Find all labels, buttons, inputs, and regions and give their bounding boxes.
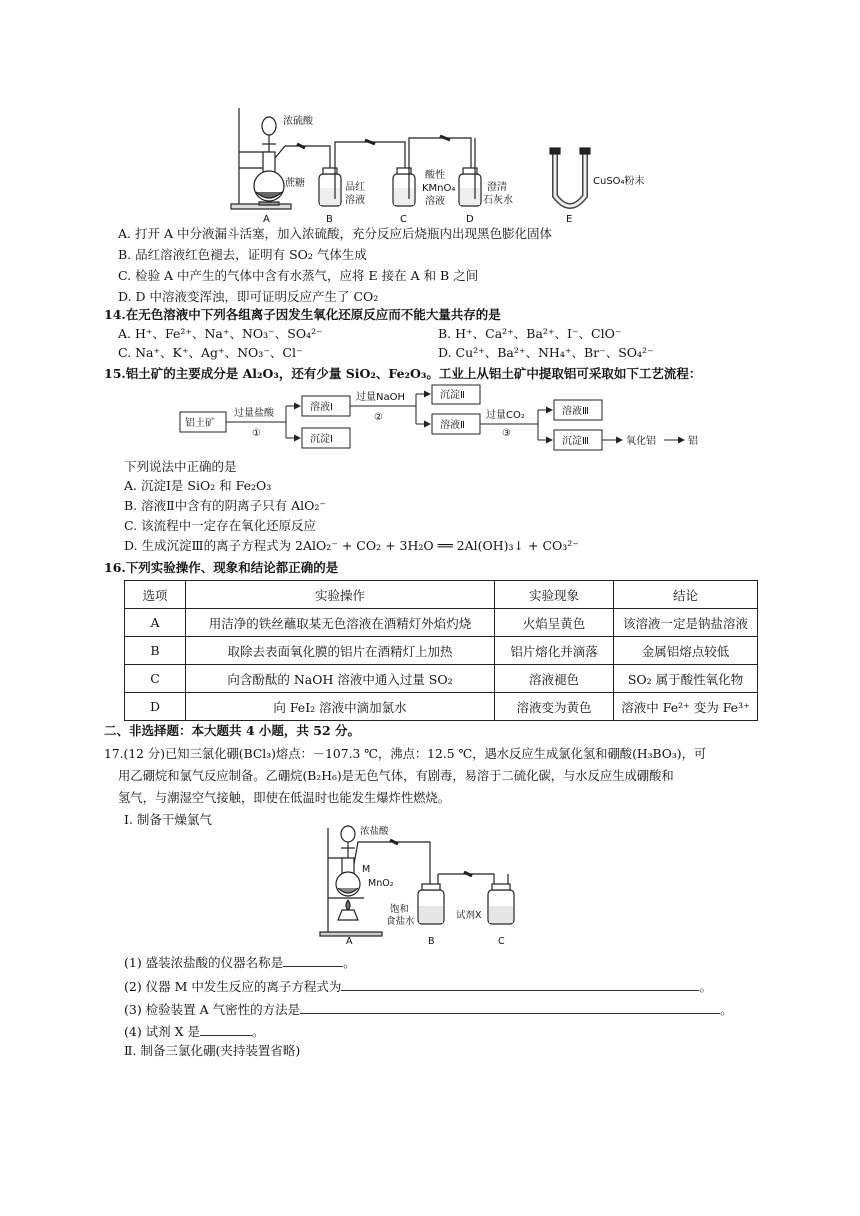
label-saturated: 饱和: [390, 904, 410, 915]
apparatus-figure-q13: [225, 104, 665, 228]
flow-alumina: 氧化铝: [626, 436, 656, 447]
subquestion-text: (1) 盛装浓盐酸的仪器名称是: [124, 955, 284, 970]
label-A: A: [346, 936, 353, 947]
table-header: 结论: [614, 581, 758, 609]
label-solution-c: 溶液: [425, 196, 445, 207]
label-conc-hcl: 浓盐酸: [360, 826, 389, 837]
table-row: [125, 609, 758, 637]
q14-option-c: C. Na⁺、K⁺、Ag⁺、NO₃⁻、Cl⁻: [118, 345, 303, 360]
flow-excess-naoh: 过量NaOH: [356, 392, 405, 403]
label-solution-b: 溶液: [345, 195, 365, 206]
q14-option-a: A. H⁺、Fe²⁺、Na⁺、NO₃⁻、SO₄²⁻: [118, 326, 323, 341]
table-cell: 溶液中 Fe²⁺ 变为 Fe³⁺: [614, 693, 758, 721]
table-cell: 金属铝熔点较低: [614, 637, 758, 665]
table-cell: 溶液变为黄色: [495, 693, 614, 721]
apparatus-figure-q17: [318, 820, 548, 948]
table-cell: 溶液褪色: [495, 665, 614, 693]
subquestion-text: (3) 检验装置 A 气密性的方法是: [124, 1002, 301, 1017]
q16-stem: 16.下列实验操作、现象和结论都正确的是: [104, 560, 339, 575]
table-cell: A: [125, 609, 186, 637]
table-header: 实验操作: [186, 581, 495, 609]
table-cell: 向 FeI₂ 溶液中滴加氯水: [186, 693, 495, 721]
label-conc-sulfuric-acid: 浓硫酸: [283, 116, 313, 127]
q15-option-d: D. 生成沉淀Ⅲ的离子方程式为 2AlO₂⁻ + CO₂ + 3H₂O ══ 2Al(OH)₃↓ + CO₃²⁻: [124, 538, 579, 553]
label-cuso4: CuSO₄粉末: [593, 176, 645, 187]
table-cell: SO₂ 属于酸性氧化物: [614, 665, 758, 693]
answer-blank[interactable]: [283, 954, 343, 967]
period: 。: [252, 1024, 265, 1039]
table-header: 选项: [125, 581, 186, 609]
answer-blank[interactable]: [341, 978, 699, 991]
flow-precipitate-1: 沉淀Ⅰ: [310, 434, 333, 445]
label-B: B: [326, 214, 333, 225]
table-cell: B: [125, 637, 186, 665]
subquestion-text: (2) 仪器 M 中发生反应的离子方程式为: [124, 979, 342, 994]
flow-step-3: ③: [502, 428, 511, 439]
flow-aluminum: 铝: [688, 436, 698, 447]
q17-subquestion-4: [124, 1023, 265, 1040]
q17-part-2: Ⅱ. 制备三氯化硼(夹持装置省略): [124, 1043, 301, 1058]
flow-excess-hcl: 过量盐酸: [234, 408, 274, 419]
flow-step-2: ②: [374, 412, 383, 423]
q13-option-c: C. 检验 A 中产生的气体中含有水蒸气，应将 E 接在 A 和 B 之间: [118, 268, 479, 283]
answer-blank[interactable]: [300, 1001, 720, 1014]
table-header: 实验现象: [495, 581, 614, 609]
label-E: E: [566, 214, 573, 225]
table-cell: 铝片熔化并滴落: [495, 637, 614, 665]
q13-option-a: A. 打开 A 中分液漏斗活塞，加入浓硫酸，充分反应后烧瓶内出现黑色膨化固体: [118, 226, 552, 241]
flow-bauxite: 铝土矿: [185, 418, 215, 429]
q14-option-b: B. H⁺、Ca²⁺、Ba²⁺、I⁻、ClO⁻: [438, 326, 622, 341]
label-B: B: [428, 936, 435, 947]
label-sucrose: 蔗糖: [285, 178, 305, 189]
label-brine: 食盐水: [386, 916, 415, 927]
label-C: C: [498, 936, 505, 947]
q15-stem: 15.铝土矿的主要成分是 Al₂O₃，还有少量 SiO₂、Fe₂O₃。工业上从铝土矿中提取铝可采取如下工艺流程：: [104, 366, 702, 381]
label-C: C: [400, 214, 407, 225]
q16-table: [124, 580, 758, 721]
q17-line-3: 氢气，与潮湿空气接触，即使在低温时也能发生爆炸性燃烧。: [118, 791, 451, 805]
label-pinkred: 品红: [345, 182, 365, 193]
table-cell: 取除去表面氧化膜的铝片在酒精灯上加热: [186, 637, 495, 665]
table-cell: 该溶液一定是钠盐溶液: [614, 609, 758, 637]
flow-solution-2: 溶液Ⅱ: [440, 420, 465, 431]
period: 。: [720, 1002, 733, 1017]
q17-line-2: 用乙硼烷和氯气反应制备。乙硼烷(B₂H₆)是无色气体，有剧毒，易溶于二硫化碳，与水反应生成硼酸和: [118, 769, 674, 783]
process-flow-diagram: [176, 384, 736, 458]
table-cell: D: [125, 693, 186, 721]
period: 。: [699, 979, 712, 994]
section-heading: 二、非选择题：本大题共 4 小题，共 52 分。: [104, 723, 361, 738]
table-row: [125, 665, 758, 693]
q17-subquestion-1: [124, 954, 356, 971]
q15-option-a: A. 沉淀Ⅰ是 SiO₂ 和 Fe₂O₃: [124, 478, 272, 493]
label-A: A: [263, 214, 270, 225]
label-mno2: MnO₂: [368, 878, 394, 889]
flow-precipitate-3: 沉淀Ⅲ: [562, 436, 589, 447]
label-acidic: 酸性: [425, 170, 445, 181]
q15-option-b: B. 溶液Ⅱ中含有的阴离子只有 AlO₂⁻: [124, 498, 326, 513]
label-kmno4: KMnO₄: [422, 183, 456, 194]
table-row: [125, 693, 758, 721]
label-M: M: [362, 864, 371, 875]
table-row: [125, 637, 758, 665]
q14-option-d: D. Cu²⁺、Ba²⁺、NH₄⁺、Br⁻、SO₄²⁻: [438, 345, 654, 360]
table-header-row: [125, 581, 758, 609]
q14-stem: 14.在无色溶液中下列各组离子因发生氧化还原反应而不能大量共存的是: [104, 307, 501, 322]
q17-part-1: Ⅰ. 制备干燥氯气: [124, 812, 212, 827]
subquestion-text: (4) 试剂 X 是: [124, 1024, 201, 1039]
q17-subquestion-2: [124, 978, 712, 995]
q13-option-d: D. D 中溶液变浑浊，即可证明反应产生了 CO₂: [118, 289, 379, 304]
flow-precipitate-2: 沉淀Ⅱ: [440, 390, 465, 401]
period: 。: [343, 955, 356, 970]
q17-line-1: 17.(12 分)已知三氯化硼(BCl₃)熔点：－107.3 ℃，沸点：12.5 ℃，遇水反应生成氯化氢和硼酸(H₃BO₃)，可: [104, 747, 707, 761]
table-cell: 火焰呈黄色: [495, 609, 614, 637]
table-cell: 用洁净的铁丝蘸取某无色溶液在酒精灯外焰灼烧: [186, 609, 495, 637]
table-cell: 向含酚酞的 NaOH 溶液中通入过量 SO₂: [186, 665, 495, 693]
q15-option-c: C. 该流程中一定存在氧化还原反应: [124, 518, 317, 533]
flow-excess-co2: 过量CO₂: [486, 410, 525, 421]
answer-blank[interactable]: [200, 1023, 252, 1036]
q17-subquestion-3: [124, 1001, 733, 1018]
flow-solution-1: 溶液Ⅰ: [310, 402, 333, 413]
flow-solution-3: 溶液Ⅲ: [562, 406, 589, 417]
q15-sub: 下列说法中正确的是: [124, 459, 237, 474]
label-D: D: [466, 214, 474, 225]
label-clear: 澄清: [487, 182, 507, 193]
label-reagent-x: 试剂X: [456, 910, 482, 921]
table-cell: C: [125, 665, 186, 693]
q13-option-b: B. 品红溶液红色褪去，证明有 SO₂ 气体生成: [118, 247, 367, 262]
flow-step-1: ①: [252, 428, 261, 439]
label-limewater: 石灰水: [483, 195, 513, 206]
